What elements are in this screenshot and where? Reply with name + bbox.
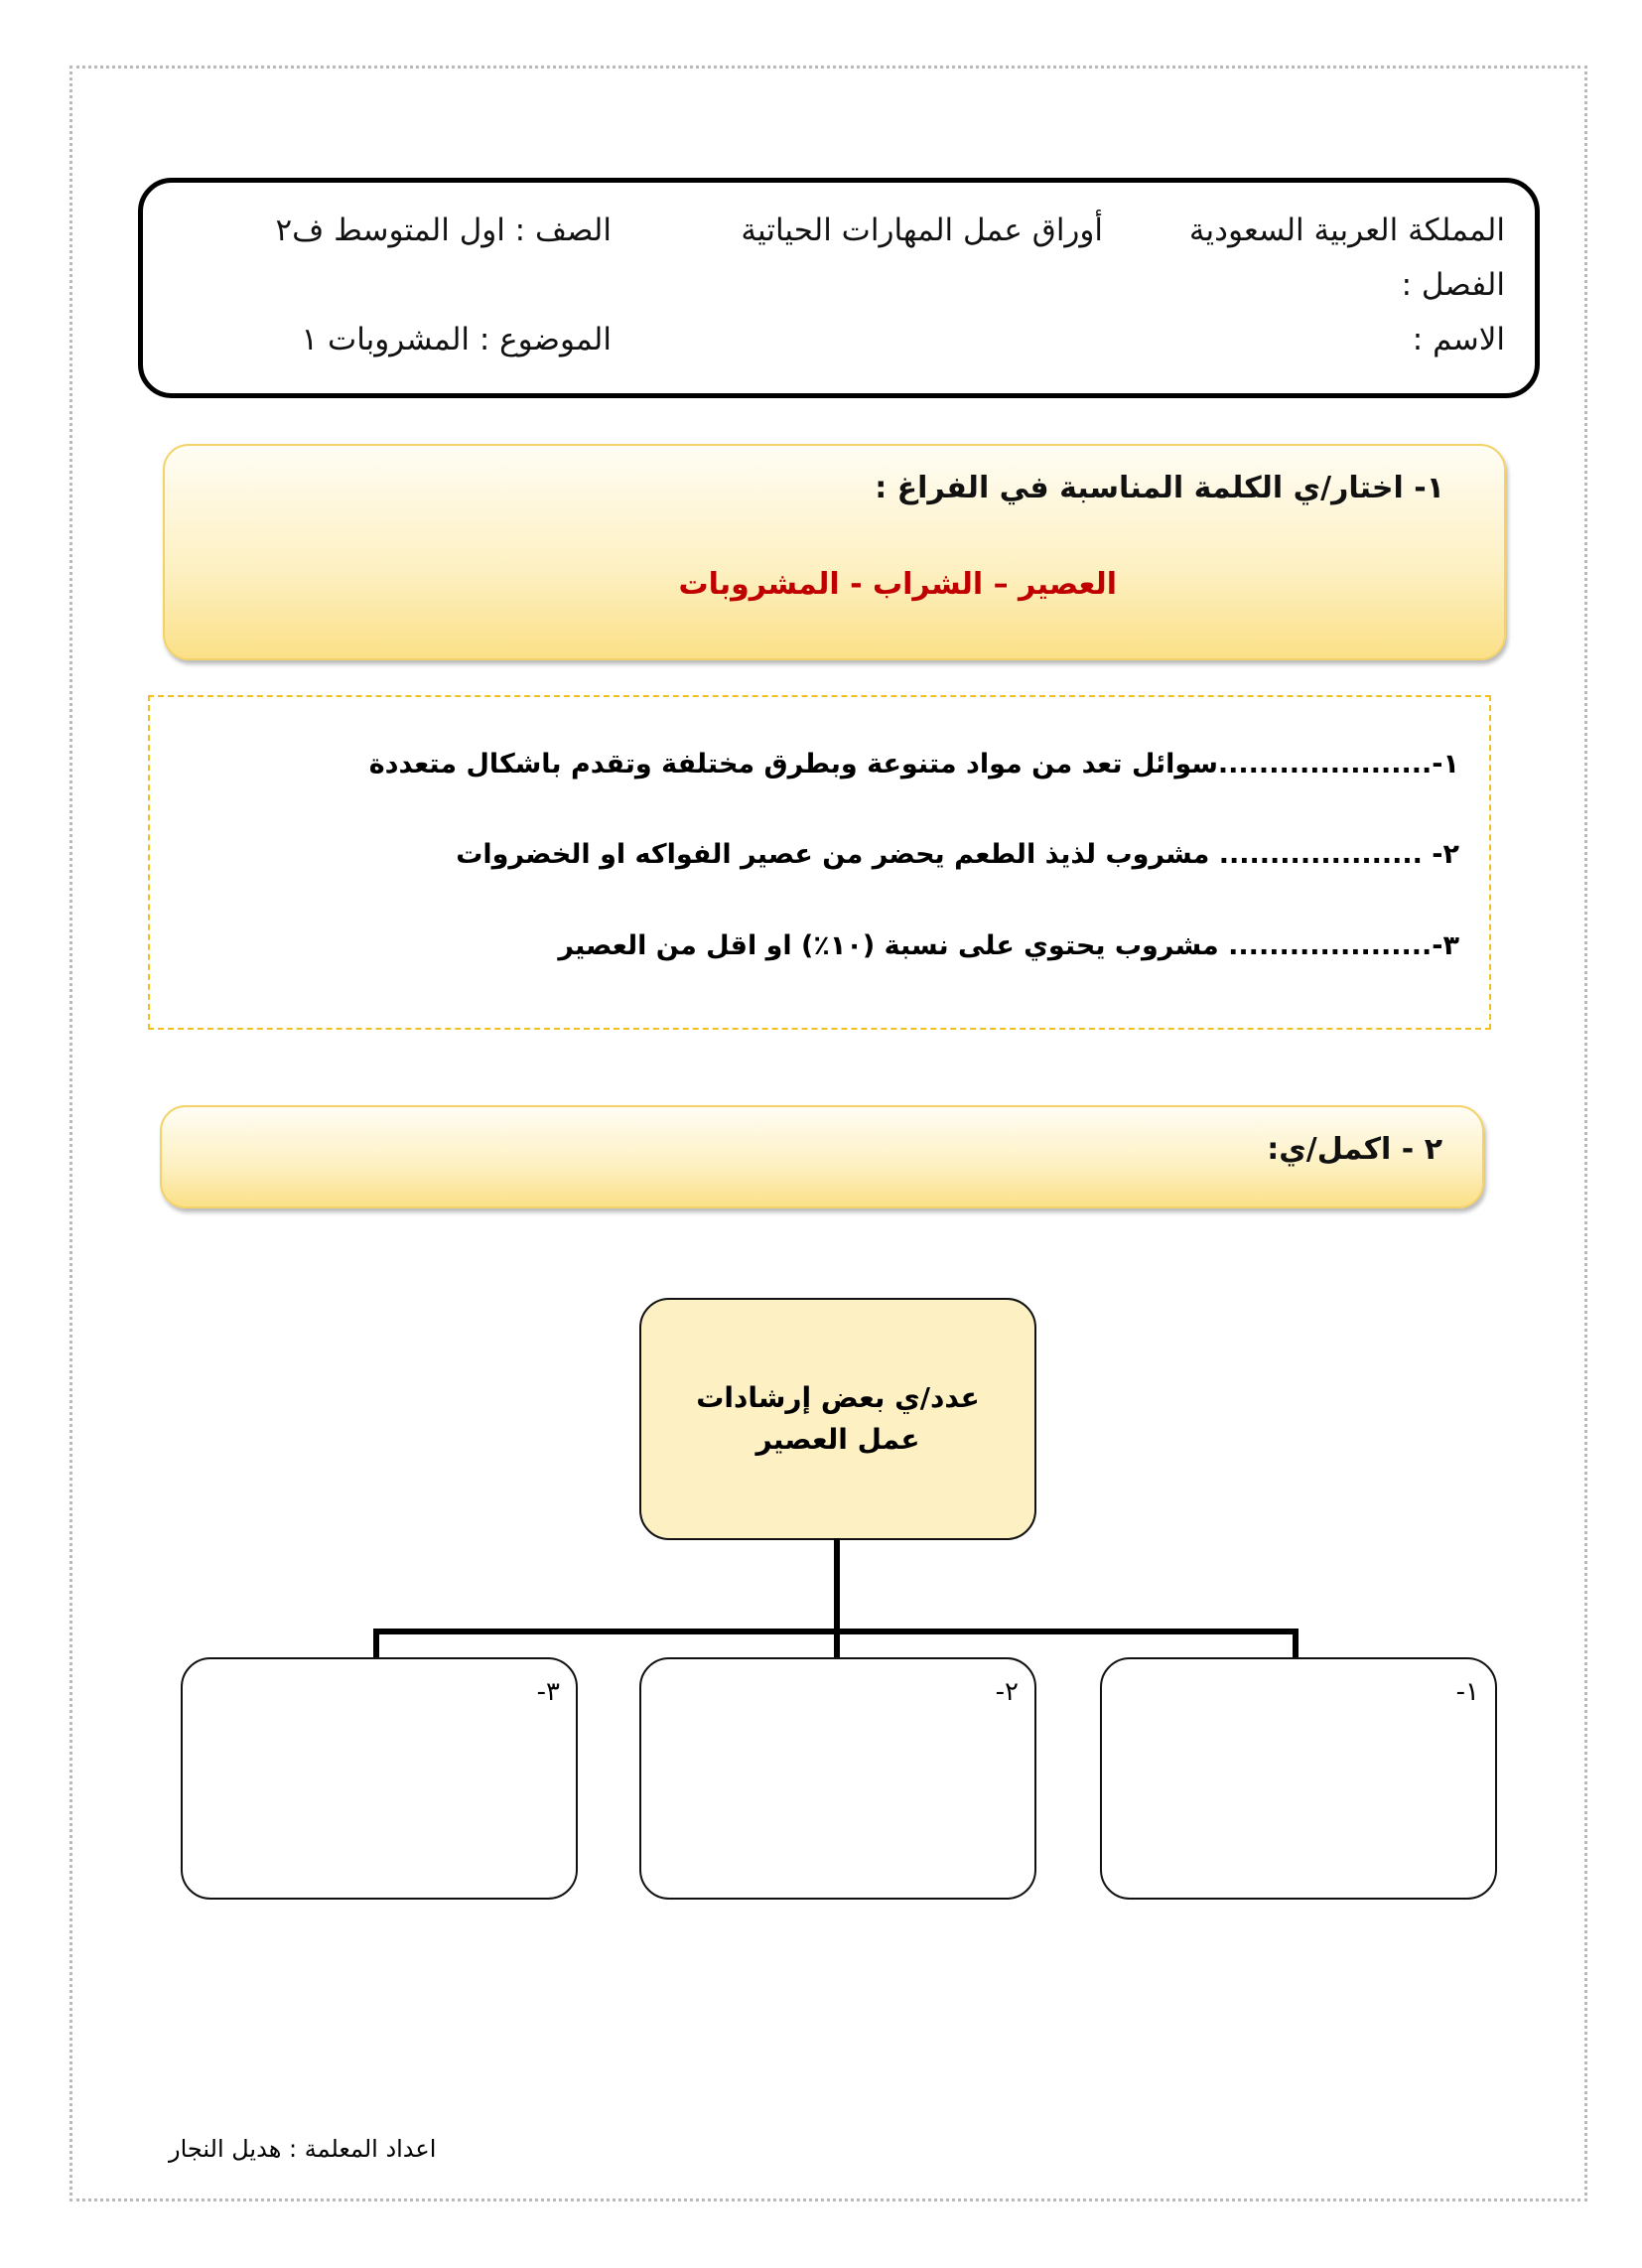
question-2: ٢- .................... مشروب لذيذ الطعم يحضر من عصير الفواكه او الخضروات	[456, 839, 1459, 870]
connector-line	[373, 1629, 379, 1658]
answer-box-1[interactable]	[1100, 1657, 1497, 1900]
name-label: الاسم :	[1412, 322, 1505, 357]
answer-box-3[interactable]	[181, 1657, 578, 1900]
country: المملكة العربية السعودية	[1188, 213, 1505, 248]
grade: الصف : اول المتوسط ف٢	[275, 213, 612, 248]
connector-line	[834, 1538, 840, 1633]
questions-box	[148, 695, 1491, 1030]
footer-credit: اعداد المعلمة : هديل النجار	[169, 2135, 437, 2163]
answer-box-number: ٢-	[995, 1677, 1019, 1707]
question-3: ٣-.................... مشروب يحتوي على نسبة (١٠٪) او اقل من العصير	[558, 930, 1459, 961]
answer-box-2[interactable]	[639, 1657, 1036, 1900]
section1-title: ١- اختار/ي الكلمة المناسبة في الفراغ :	[875, 471, 1444, 505]
connector-line	[1293, 1629, 1299, 1658]
center-box	[639, 1298, 1036, 1540]
section1-banner	[163, 444, 1506, 660]
header-box	[138, 178, 1540, 398]
topic: الموضوع : المشروبات ١	[301, 322, 612, 357]
word-bank: العصير – الشراب - المشروبات	[678, 567, 1117, 602]
connector-line	[834, 1629, 840, 1658]
section2-banner	[160, 1105, 1484, 1208]
answer-box-number: ١-	[1455, 1677, 1479, 1707]
class-label: الفصل :	[1401, 267, 1505, 303]
section2-title: ٢ - اكمل/ي:	[1267, 1132, 1442, 1167]
worksheet-title: أوراق عمل المهارات الحياتية	[741, 213, 1103, 248]
question-1: ١-.....................سوائل تعد من مواد متنوعة وبطرق مختلفة وتقدم باشكال متعددة	[368, 749, 1459, 780]
center-box-text: عدد/ي بعض إرشادات عمل العصير	[696, 1381, 980, 1456]
answer-box-number: ٣-	[536, 1677, 560, 1707]
